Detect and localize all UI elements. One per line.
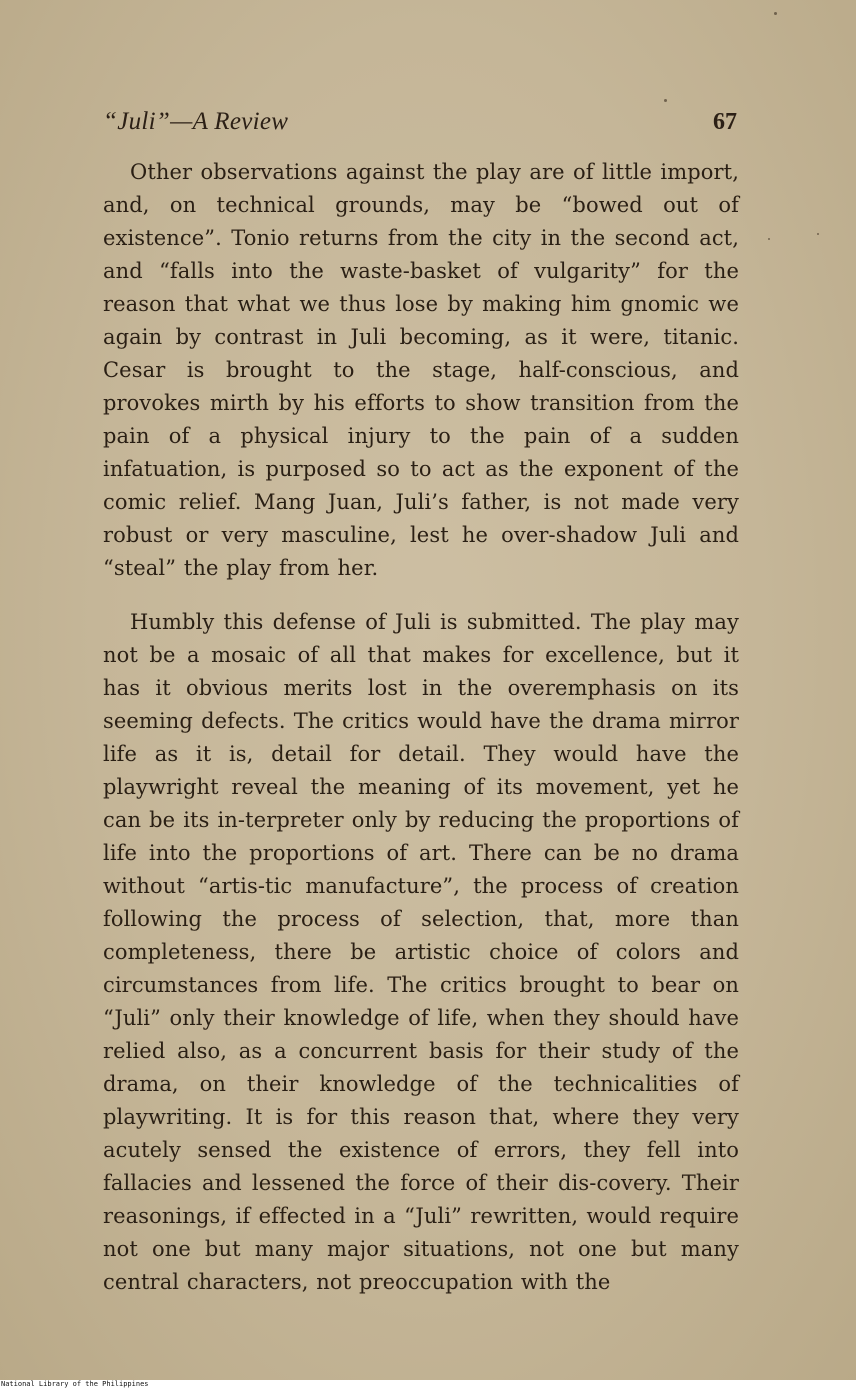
body-text: [103, 156, 739, 1299]
running-title: “Juli”—A Review: [103, 108, 289, 135]
running-head: [103, 106, 739, 138]
library-credit: National Library of the Philippines: [1, 1380, 149, 1388]
page-speck: [817, 233, 819, 235]
paragraph: Other observations against the play are of little import, and, on technical grounds, may be “bowed out of existence”. Tonio returns from the city in the second act, and “falls into the waste-basket of vulgarity” for the reason that what we thus lose by making him gnomic we again by contrast in Juli becoming, as it were, titanic. Cesar is brought to the stage, half-conscious, and provokes mirth by his efforts to show transition from the pain of a physical injury to the pain of a sudden infatuation, is purposed so to act as the exponent of the comic relief. Mang Juan, Juli’s father, is not made very robust or very masculine, lest he over-shadow Juli and “steal” the play from her.: [103, 160, 739, 580]
footer-strip: [0, 1380, 856, 1388]
page-speck: [768, 238, 770, 240]
page-number: 67: [713, 109, 737, 135]
page-speck: [664, 99, 667, 102]
page-speck: [774, 12, 777, 15]
paragraph: Humbly this defense of Juli is submitted. The play may not be a mosaic of all that makes for excellence, but it has it obvious merits lost in the overemphasis on its seeming defects. The critics would have the drama mirror life as it is, detail for detail. They would have the playwright reveal the meaning of its movement, yet he can be its in-terpreter only by reducing the proportions of life into the proportions of art. There can be no drama without “artis-tic manufacture”, the process of creation following the process of selection, that, more than completeness, there be artistic choice of colors and circumstances from life. The critics brought to bear on “Juli” only their knowledge of life, when they should have relied also, as a concurrent basis for their study of the drama, on their knowledge of the technicalities of playwriting. It is for this reason that, where they very acutely sensed the existence of errors, they fell into fallacies and lessened the force of their dis-covery. Their reasonings, if effected in a “Juli” rewritten, would require not one but many major situations, not one but many central characters, not preoccupation with the: [103, 610, 739, 1294]
